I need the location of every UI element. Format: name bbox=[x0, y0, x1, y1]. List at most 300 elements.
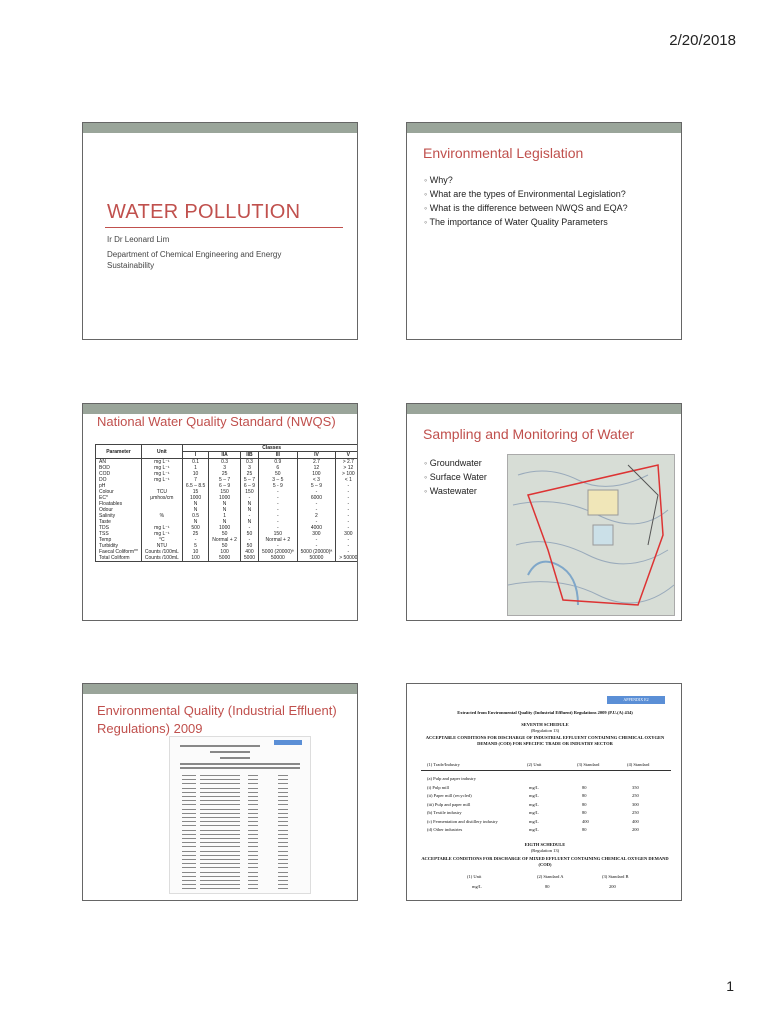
table-cell: mg L⁻¹ bbox=[141, 459, 182, 466]
text-line bbox=[182, 872, 196, 873]
table-cell: 50 bbox=[240, 531, 258, 537]
table-cell: 0.1 bbox=[182, 459, 208, 466]
text-line bbox=[248, 825, 258, 826]
table-cell: 25 bbox=[182, 531, 208, 537]
bullet-item: ◦ Wastewater bbox=[424, 486, 487, 496]
class-header: IV bbox=[297, 452, 336, 459]
text-line bbox=[200, 788, 240, 789]
col-head: (2) Unit bbox=[527, 762, 542, 767]
table-cell: BOD bbox=[96, 465, 142, 471]
table-cell: > 12 bbox=[336, 465, 358, 471]
regulation-document bbox=[417, 694, 673, 894]
page-number: 1 bbox=[726, 978, 734, 994]
text-line bbox=[182, 884, 196, 885]
table-cell: Faecal Coliform** bbox=[96, 549, 142, 555]
text-line bbox=[248, 788, 258, 789]
text-line bbox=[278, 804, 288, 805]
text-line bbox=[248, 796, 258, 797]
table-cell: Counts /100mL bbox=[141, 555, 182, 562]
table-cell: < 1 bbox=[336, 477, 358, 483]
text-line bbox=[182, 834, 196, 835]
table-cell: 100 bbox=[182, 555, 208, 562]
regulation-document-image bbox=[169, 736, 311, 894]
map-drawing bbox=[508, 455, 674, 615]
text-line bbox=[248, 876, 258, 877]
text-line bbox=[200, 800, 240, 801]
table-cell: - bbox=[336, 537, 358, 543]
text-line bbox=[200, 888, 240, 889]
slide-6 bbox=[406, 683, 682, 901]
schedule-title: EIGTH SCHEDULE bbox=[524, 842, 566, 847]
table-cell: - bbox=[297, 537, 336, 543]
bullet-list bbox=[424, 458, 487, 500]
slide-title: WATER POLLUTION bbox=[107, 201, 301, 223]
table-cell: 5 - 9 bbox=[259, 483, 298, 489]
table-cell: 2 bbox=[297, 513, 336, 519]
text-line bbox=[248, 851, 258, 852]
table-cell: - bbox=[336, 495, 358, 501]
doc-heading: Extracted from Environmental Quality (Industrial Effluent) Regulations 2009 (P.U.(A) 434) bbox=[457, 710, 633, 715]
cell: 250 bbox=[632, 810, 639, 815]
text-line bbox=[182, 813, 196, 814]
text-line bbox=[180, 767, 300, 769]
table-cell: 50000 bbox=[259, 555, 298, 562]
text-line bbox=[182, 867, 196, 868]
text-line bbox=[278, 809, 288, 810]
table-cell: DO bbox=[96, 477, 142, 483]
text-line bbox=[248, 880, 258, 881]
table-cell: 0.3 bbox=[209, 459, 241, 466]
table-header: Classes bbox=[182, 445, 358, 452]
table-cell: μmhos/cm bbox=[141, 495, 182, 501]
slide-title: Sampling and Monitoring of Water bbox=[423, 426, 635, 442]
text-line bbox=[200, 842, 240, 843]
table-cell: 5 bbox=[182, 543, 208, 549]
text-line bbox=[200, 813, 240, 814]
table-cell: 50 bbox=[240, 543, 258, 549]
cell: mg/L bbox=[529, 818, 539, 824]
table-cell: 5000 bbox=[240, 555, 258, 562]
table-cell: 0.9 bbox=[259, 459, 298, 466]
text-line bbox=[182, 804, 196, 805]
text-line bbox=[200, 872, 240, 873]
text-line bbox=[278, 838, 288, 839]
text-line bbox=[182, 859, 196, 860]
table-cell: 150 bbox=[259, 531, 298, 537]
table-cell: > 2.7 bbox=[336, 459, 358, 466]
slide-4 bbox=[406, 403, 682, 621]
table-cell: - bbox=[336, 483, 358, 489]
table-cell: - bbox=[240, 495, 258, 501]
table-cell: 300 bbox=[297, 531, 336, 537]
table-cell: N bbox=[240, 501, 258, 507]
table-cell: - bbox=[259, 543, 298, 549]
text-line bbox=[278, 800, 288, 801]
text-line bbox=[200, 867, 240, 868]
table-cell: 100 bbox=[209, 549, 241, 555]
table-cell: - bbox=[259, 501, 298, 507]
text-line bbox=[200, 834, 240, 835]
text-line bbox=[180, 763, 300, 765]
text-line bbox=[182, 851, 196, 852]
table-cell: - bbox=[259, 495, 298, 501]
table-cell: mg L⁻¹ bbox=[141, 471, 182, 477]
text-line bbox=[200, 859, 240, 860]
table-cell: 3 bbox=[240, 465, 258, 471]
bullet-item: ◦ Surface Water bbox=[424, 472, 487, 482]
table-cell: 1000 bbox=[209, 525, 241, 531]
table-cell: - bbox=[336, 501, 358, 507]
cell: 300 bbox=[632, 801, 639, 807]
table-cell: 6 – 9 bbox=[240, 483, 258, 489]
text-line bbox=[248, 809, 258, 810]
text-line bbox=[180, 745, 260, 747]
slide-2 bbox=[406, 122, 682, 340]
col-head: (2) Standard A bbox=[537, 874, 564, 879]
industry-label: (d) Other industries bbox=[427, 827, 463, 832]
table-cell: - bbox=[336, 513, 358, 519]
table-cell: 12 bbox=[297, 465, 336, 471]
table-cell: < 3 bbox=[297, 477, 336, 483]
text-line bbox=[200, 796, 240, 797]
table-cell: 100 bbox=[297, 471, 336, 477]
bullet-item: ◦ The importance of Water Quality Parameters bbox=[424, 217, 628, 227]
table-cell: - bbox=[336, 489, 358, 495]
table-cell: 5000 bbox=[209, 555, 241, 562]
text-line bbox=[278, 813, 288, 814]
table-cell: 3 bbox=[209, 465, 241, 471]
table-cell: 6.5 – 8.5 bbox=[182, 483, 208, 489]
text-line bbox=[248, 783, 258, 784]
table-cell: - bbox=[182, 537, 208, 543]
table-cell: N bbox=[240, 519, 258, 525]
text-line bbox=[278, 825, 288, 826]
table-cell: 400 bbox=[240, 549, 258, 555]
text-line bbox=[200, 884, 240, 885]
text-line bbox=[248, 779, 258, 780]
table-cell: 3 – 5 bbox=[259, 477, 298, 483]
text-line bbox=[278, 876, 288, 877]
cell: 80 bbox=[582, 801, 587, 807]
text-line bbox=[182, 888, 196, 889]
table-cell: NTU bbox=[141, 543, 182, 549]
text-line bbox=[200, 880, 240, 881]
title-rule bbox=[105, 227, 343, 228]
text-line bbox=[248, 846, 258, 847]
cell: 200 bbox=[632, 827, 639, 832]
cell: mg/L bbox=[529, 827, 539, 832]
table-cell: Turbidity bbox=[96, 543, 142, 549]
text-line bbox=[278, 821, 288, 822]
table-cell: > 50000 bbox=[336, 555, 358, 562]
text-line bbox=[248, 830, 258, 831]
text-line bbox=[200, 846, 240, 847]
table-cell: - bbox=[259, 513, 298, 519]
table-cell: TSS bbox=[96, 531, 142, 537]
text-line bbox=[278, 855, 288, 856]
industry-label: (iii) Pulp and paper mill bbox=[427, 801, 471, 807]
text-line bbox=[200, 838, 240, 839]
table-cell: 150 bbox=[209, 489, 241, 495]
bullet-list bbox=[424, 175, 628, 231]
table-cell: - bbox=[240, 513, 258, 519]
text-line bbox=[248, 838, 258, 839]
text-line bbox=[278, 863, 288, 864]
slide-3 bbox=[82, 403, 358, 621]
text-line bbox=[278, 779, 288, 780]
cell: 80 bbox=[582, 784, 587, 790]
text-line bbox=[182, 783, 196, 784]
table-cell: Floatables bbox=[96, 501, 142, 507]
text-line bbox=[182, 792, 196, 793]
table-cell: TDS bbox=[96, 525, 142, 531]
table-cell: N bbox=[182, 501, 208, 507]
table-cell: 1000 bbox=[182, 495, 208, 501]
text-line bbox=[278, 775, 288, 776]
text-line bbox=[200, 775, 240, 776]
table-cell: - bbox=[297, 501, 336, 507]
table-cell: 50 bbox=[209, 543, 241, 549]
table-cell: N bbox=[182, 519, 208, 525]
cell: mg/L bbox=[529, 810, 539, 815]
cell: 80 bbox=[582, 827, 587, 832]
col-head: (4) Standard bbox=[627, 762, 650, 767]
text-line bbox=[248, 855, 258, 856]
table-cell: 1 bbox=[182, 465, 208, 471]
cell: mg/L bbox=[529, 801, 539, 807]
text-line bbox=[200, 876, 240, 877]
text-line bbox=[278, 796, 288, 797]
text-line bbox=[200, 809, 240, 810]
text-line bbox=[278, 783, 288, 784]
table-row bbox=[96, 555, 359, 562]
table-cell: 0.5 bbox=[182, 513, 208, 519]
slide-5 bbox=[82, 683, 358, 901]
table-cell: 500 bbox=[182, 525, 208, 531]
table-cell: N bbox=[209, 507, 241, 513]
schedule-conditions: ACCEPTABLE CONDITIONS FOR DISCHARGE OF MIXED EFFLUENT CONTAINING CHEMICAL OXYGEN DEMAND (COD) bbox=[421, 856, 669, 867]
text-line bbox=[182, 876, 196, 877]
text-line bbox=[248, 884, 258, 885]
cell: mg/L bbox=[529, 784, 539, 790]
table-cell: 50000 bbox=[297, 555, 336, 562]
table-cell: 1000 bbox=[209, 495, 241, 501]
text-line bbox=[182, 779, 196, 780]
text-line bbox=[248, 800, 258, 801]
table-cell: 50 bbox=[259, 471, 298, 477]
divider bbox=[421, 770, 671, 771]
slide-title: Environmental Quality (Industrial Effluent) Regulations) 2009 bbox=[97, 703, 337, 736]
cell: 400 bbox=[582, 818, 589, 824]
text-line bbox=[248, 834, 258, 835]
cell: 80 bbox=[582, 810, 587, 815]
table-cell: 0.3 bbox=[240, 459, 258, 466]
table-cell: - bbox=[259, 507, 298, 513]
table-cell: - bbox=[297, 489, 336, 495]
date: 2/20/2018 bbox=[669, 32, 736, 49]
industry-label: (ii) Paper mill (recycled) bbox=[427, 793, 472, 798]
cell: 250 bbox=[632, 793, 639, 798]
table-cell: Temp bbox=[96, 537, 142, 543]
text-line bbox=[248, 867, 258, 868]
text-line bbox=[220, 757, 250, 759]
bullet-item: ◦ What is the difference between NWQS and EQA? bbox=[424, 203, 628, 213]
col-head: (1) Trade/Industry bbox=[427, 762, 460, 767]
cell: mg/L bbox=[472, 884, 482, 889]
industry-label: (i) Pulp mill bbox=[427, 784, 450, 790]
cell: 80 bbox=[582, 793, 587, 798]
text-line bbox=[248, 888, 258, 889]
text-line bbox=[182, 838, 196, 839]
text-line bbox=[200, 779, 240, 780]
table-cell: 6 bbox=[259, 465, 298, 471]
text-line bbox=[278, 851, 288, 852]
table-cell: Normal + 2 bbox=[259, 537, 298, 543]
table-cell: 150 bbox=[240, 489, 258, 495]
table-cell: - bbox=[259, 519, 298, 525]
table-cell: - bbox=[336, 507, 358, 513]
industry-label: (b) Textile industry bbox=[427, 810, 462, 815]
slide-title: Environmental Legislation bbox=[423, 145, 584, 161]
text-line bbox=[278, 846, 288, 847]
text-line bbox=[200, 851, 240, 852]
table-cell: 2.7 bbox=[297, 459, 336, 466]
text-line bbox=[200, 825, 240, 826]
bullet-item: ◦ Why? bbox=[424, 175, 628, 185]
table-cell: mg L⁻¹ bbox=[141, 477, 182, 483]
text-line bbox=[182, 880, 196, 881]
text-line bbox=[200, 830, 240, 831]
text-line bbox=[182, 800, 196, 801]
slide-band bbox=[83, 684, 357, 694]
table-cell: 300 bbox=[336, 531, 358, 537]
table-cell: % bbox=[141, 513, 182, 519]
text-line bbox=[182, 842, 196, 843]
table-cell: - bbox=[336, 519, 358, 525]
table-cell: 5 – 9 bbox=[297, 483, 336, 489]
author: Ir Dr Leonard Lim bbox=[107, 235, 170, 244]
text-line bbox=[278, 872, 288, 873]
table-cell: EC* bbox=[96, 495, 142, 501]
table-cell: 50 bbox=[209, 531, 241, 537]
cell: 200 bbox=[609, 884, 616, 889]
cell: mg/L bbox=[529, 793, 539, 798]
text-line bbox=[200, 863, 240, 864]
text-line bbox=[248, 859, 258, 860]
col-head: (1) Unit bbox=[467, 874, 482, 879]
table-cell: - bbox=[336, 543, 358, 549]
slide-band bbox=[407, 123, 681, 133]
table-cell: - bbox=[240, 525, 258, 531]
class-header: I bbox=[182, 452, 208, 459]
text-line bbox=[182, 825, 196, 826]
table-cell: 6 – 9 bbox=[209, 483, 241, 489]
text-line bbox=[278, 792, 288, 793]
table-cell: Counts /100mL bbox=[141, 549, 182, 555]
table-cell: 10 bbox=[182, 471, 208, 477]
schedule-title: SEVENTH SCHEDULE bbox=[521, 722, 569, 727]
text-line bbox=[248, 817, 258, 818]
table-cell: mg L⁻¹ bbox=[141, 531, 182, 537]
table-cell: pH bbox=[96, 483, 142, 489]
table-cell: - bbox=[297, 519, 336, 525]
text-line bbox=[278, 834, 288, 835]
text-line bbox=[200, 817, 240, 818]
table-cell: N bbox=[240, 507, 258, 513]
class-header: IIB bbox=[240, 452, 258, 459]
table-cell: - bbox=[297, 507, 336, 513]
text-line bbox=[248, 821, 258, 822]
text-line bbox=[278, 817, 288, 818]
appendix-badge bbox=[274, 740, 302, 745]
table-cell: Odour bbox=[96, 507, 142, 513]
schedule-conditions: ACCEPTABLE CONDITIONS FOR DISCHARGE OF INDUSTRIAL EFFLUENT CONTAINING CHEMICAL OXYGEN DEMAND (COD) FOR SPECIFIC TRADE OR INDUSTRY SECTOR bbox=[425, 735, 665, 746]
table-header: Parameter bbox=[96, 445, 142, 459]
slide-band bbox=[83, 404, 357, 414]
text-line bbox=[210, 751, 250, 753]
cell: 80 bbox=[545, 884, 550, 889]
table-cell: °C bbox=[141, 537, 182, 543]
table-cell: Taste bbox=[96, 519, 142, 525]
slide-band bbox=[83, 123, 357, 133]
text-line bbox=[278, 788, 288, 789]
table-cell: 25 bbox=[240, 471, 258, 477]
table-cell: TCU bbox=[141, 489, 182, 495]
appendix-badge: APPENDIX E2 bbox=[607, 696, 665, 704]
table-cell: 4000 bbox=[297, 525, 336, 531]
table-cell: 5000 (20000)ª bbox=[259, 549, 298, 555]
slide-1 bbox=[82, 122, 358, 340]
table-cell: N bbox=[209, 519, 241, 525]
bullet-item: ◦ Groundwater bbox=[424, 458, 487, 468]
nwqs-table bbox=[95, 444, 358, 562]
text-line bbox=[248, 842, 258, 843]
industry-label: (c) Fermentation and distillery industry bbox=[427, 818, 498, 824]
text-line bbox=[248, 804, 258, 805]
table-cell: mg L⁻¹ bbox=[141, 525, 182, 531]
text-line bbox=[200, 821, 240, 822]
text-line bbox=[248, 872, 258, 873]
text-line bbox=[278, 888, 288, 889]
text-line bbox=[182, 788, 196, 789]
table-cell: 15 bbox=[182, 489, 208, 495]
table-cell: N bbox=[182, 507, 208, 513]
table-cell: - bbox=[297, 543, 336, 549]
text-line bbox=[200, 792, 240, 793]
text-line bbox=[182, 855, 196, 856]
text-line bbox=[182, 863, 196, 864]
cell: 400 bbox=[632, 818, 639, 824]
text-line bbox=[182, 809, 196, 810]
table-cell: 5 – 7 bbox=[209, 477, 241, 483]
table-cell: Salinity bbox=[96, 513, 142, 519]
table-cell: 5000 (20000)ª bbox=[297, 549, 336, 555]
table-cell: - bbox=[336, 549, 358, 555]
col-head: (3) Standard B bbox=[602, 874, 629, 879]
table-cell: 6000 bbox=[297, 495, 336, 501]
schedule-reg: (Regulation 13) bbox=[530, 728, 560, 733]
table-cell: mg L⁻¹ bbox=[141, 465, 182, 471]
table-cell: Colour bbox=[96, 489, 142, 495]
text-line bbox=[248, 775, 258, 776]
text-line bbox=[200, 804, 240, 805]
text-line bbox=[182, 796, 196, 797]
table-cell: 25 bbox=[209, 471, 241, 477]
table-cell: COD bbox=[96, 471, 142, 477]
text-line bbox=[248, 813, 258, 814]
class-header: V bbox=[336, 452, 358, 459]
text-line bbox=[248, 863, 258, 864]
